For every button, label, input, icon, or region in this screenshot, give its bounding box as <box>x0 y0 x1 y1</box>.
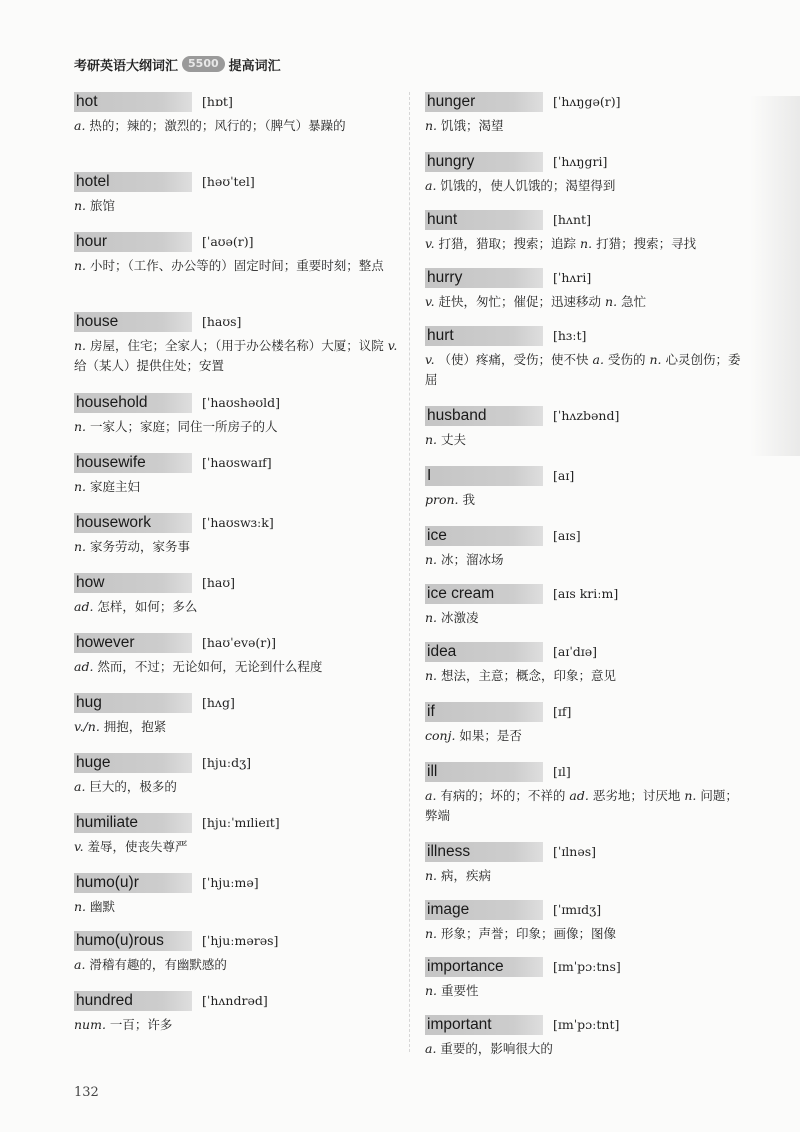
definition <box>74 897 399 917</box>
entry-headword-row <box>425 266 750 290</box>
part-of-speech: n. <box>74 899 87 914</box>
phonetic: [ˈhjuːmərəs] <box>202 933 279 948</box>
headword: hunger <box>427 93 476 110</box>
sense-text: 旅馆 <box>90 198 116 213</box>
part-of-speech: n. <box>74 539 87 554</box>
headword-highlight <box>425 762 543 782</box>
headword: if <box>427 703 435 720</box>
phonetic: [haʊ] <box>202 575 236 590</box>
definition <box>425 726 750 746</box>
phonetic: [ˈhʌŋgri] <box>553 154 608 169</box>
entry-headword-row <box>425 955 750 979</box>
part-of-speech: n. <box>425 983 438 998</box>
entry-hunt <box>425 208 750 254</box>
entry-headword-row <box>425 640 750 664</box>
part-of-speech: n. <box>580 236 593 251</box>
entry-ill <box>425 760 750 826</box>
definition <box>425 866 750 886</box>
headword: hug <box>76 694 102 711</box>
sense-text: 问题；弊端 <box>425 788 738 823</box>
sense-text: 饥饿；渴望 <box>441 118 504 133</box>
phonetic: [ˈɪmɪdʒ] <box>553 902 602 917</box>
sense-text: 小时；（工作、办公等的）固定时间；重要时刻；整点 <box>90 258 384 273</box>
headword: ill <box>427 763 438 780</box>
definition <box>425 786 750 826</box>
headword: importance <box>427 958 504 975</box>
entry-if <box>425 700 750 746</box>
entry-headword-row <box>74 511 399 535</box>
entry-headword-row <box>425 150 750 174</box>
entry-humiliate <box>74 811 399 857</box>
phonetic: [ɪf] <box>553 704 572 719</box>
part-of-speech: ad. <box>569 788 589 803</box>
entry-headword-row <box>74 929 399 953</box>
definition <box>425 430 750 450</box>
entry-headword-row <box>425 760 750 784</box>
sense-text: 饥饿的，使人饥饿的；渴望得到 <box>440 178 616 193</box>
part-of-speech: a. <box>74 118 86 133</box>
sense-text: 然而，不过；无论如何，无论到什么程度 <box>97 659 323 674</box>
entry-headword-row <box>425 90 750 114</box>
entry-i <box>425 464 750 510</box>
entry-housework <box>74 511 399 557</box>
part-of-speech: n. <box>425 610 438 625</box>
sense-text: 羞辱，使丧失尊严 <box>87 839 188 854</box>
headword: idea <box>427 643 457 660</box>
headword-highlight <box>425 466 543 486</box>
phonetic: [ɪl] <box>553 764 571 779</box>
definition <box>425 350 750 390</box>
part-of-speech: a. <box>425 1041 437 1056</box>
phonetic: [haʊs] <box>202 314 242 329</box>
phonetic: [haʊˈevə(r)] <box>202 635 277 650</box>
phonetic: [ˈhʌŋgə(r)] <box>553 94 621 109</box>
definition <box>74 955 399 975</box>
part-of-speech: n. <box>74 258 87 273</box>
entry-ice <box>425 524 750 570</box>
sense-text: 急忙 <box>621 294 647 309</box>
definition <box>425 292 750 312</box>
entry-headword-row <box>74 871 399 895</box>
definition <box>425 490 750 510</box>
sense-text: 心灵创伤；委屈 <box>425 352 741 387</box>
headword: housework <box>76 514 151 531</box>
headword: humo(u)r <box>76 874 139 891</box>
entry-household <box>74 391 399 437</box>
sense-text: 重要性 <box>441 983 479 998</box>
entry-hot <box>74 90 399 136</box>
part-of-speech: n. <box>74 419 87 434</box>
part-of-speech: n. <box>425 432 438 447</box>
headword: how <box>76 574 105 591</box>
part-of-speech: n. <box>425 118 438 133</box>
headword: hurt <box>427 327 454 344</box>
part-of-speech: n. <box>605 294 618 309</box>
headword: hot <box>76 93 98 110</box>
entry-hurry <box>425 266 750 312</box>
headword: hunt <box>427 211 458 228</box>
entry-headword-row <box>74 691 399 715</box>
phonetic: [aɪ] <box>553 468 575 483</box>
phonetic: [hjuːˈmɪlieɪt] <box>202 815 280 830</box>
phonetic: [hʌg] <box>202 695 235 710</box>
definition <box>425 981 750 1001</box>
entry-headword-row <box>74 631 399 655</box>
definition <box>74 657 399 677</box>
definition <box>425 550 750 570</box>
part-of-speech: n. <box>74 198 87 213</box>
sense-text: 滑稽有趣的，有幽默感的 <box>89 957 227 972</box>
phonetic: [ˈhʌndrəd] <box>202 993 268 1008</box>
entry-hungry <box>425 150 750 196</box>
phonetic: [aɪˈdɪə] <box>553 644 598 659</box>
entry-however <box>74 631 399 677</box>
entry-huge <box>74 751 399 797</box>
part-of-speech: v. <box>425 236 435 251</box>
entry-headword-row <box>74 811 399 835</box>
phonetic: [ɪmˈpɔːtns] <box>553 959 621 974</box>
entry-idea <box>425 640 750 686</box>
headword: hotel <box>76 173 110 190</box>
definition <box>425 234 750 254</box>
part-of-speech: a. <box>74 957 86 972</box>
entry-headword-row <box>74 310 399 334</box>
part-of-speech: conj. <box>425 728 456 743</box>
phonetic: [ˈɪlnəs] <box>553 844 597 859</box>
entry-illness <box>425 840 750 886</box>
entry-image <box>425 898 750 944</box>
sense-text: 赶快，匆忙；催促；迅速移动 <box>438 294 602 309</box>
definition <box>74 717 399 737</box>
part-of-speech: a. <box>425 178 437 193</box>
sense-text: 打猎，猎取；搜索；追踪 <box>438 236 577 251</box>
entry-housewife <box>74 451 399 497</box>
part-of-speech: a. <box>592 352 604 367</box>
part-of-speech: v. <box>425 294 435 309</box>
entry-headword-row <box>74 451 399 475</box>
phonetic: [ˈhaʊswɜːk] <box>202 515 274 530</box>
definition <box>74 777 399 797</box>
entry-hurt <box>425 324 750 390</box>
phonetic: [ˈaʊə(r)] <box>202 234 254 249</box>
sense-text: 重要的，影响很大的 <box>440 1041 553 1056</box>
sense-text: 家庭主妇 <box>90 479 141 494</box>
sense-text: 有病的；坏的；不祥的 <box>440 788 566 803</box>
part-of-speech: num. <box>74 1017 106 1032</box>
entry-how <box>74 571 399 617</box>
entry-headword-row <box>425 582 750 606</box>
sense-text: 家务劳动，家务事 <box>90 539 191 554</box>
headword: house <box>76 313 119 330</box>
sense-text: 巨大的，极多的 <box>89 779 177 794</box>
definition <box>74 837 399 857</box>
definition <box>74 597 399 617</box>
part-of-speech: v. <box>74 839 84 854</box>
header-subtitle: 提高词汇 <box>228 58 281 74</box>
sense-text: 拥抱，抱紧 <box>103 719 167 734</box>
part-of-speech: n. <box>74 479 87 494</box>
entry-importance <box>425 955 750 1001</box>
definition <box>74 336 399 376</box>
sense-text: 热的；辣的；激烈的；风行的；（脾气）暴躁的 <box>89 118 346 133</box>
entry-headword-row <box>74 989 399 1013</box>
definition <box>425 666 750 686</box>
phonetic: [ˈhʌri] <box>553 270 592 285</box>
part-of-speech: v. <box>425 352 435 367</box>
running-header <box>74 54 281 74</box>
phonetic: [ˈhaʊswaɪf] <box>202 455 272 470</box>
sense-text: 丈夫 <box>441 432 467 447</box>
part-of-speech: n. <box>425 668 438 683</box>
headword: ice cream <box>427 585 495 602</box>
sense-text: 如果；是否 <box>459 728 522 743</box>
header-title: 考研英语大纲词汇 <box>74 58 179 74</box>
entry-headword-row <box>425 464 750 488</box>
entry-hotel <box>74 170 399 216</box>
part-of-speech: v./n. <box>74 719 100 734</box>
header-badge: 5500 <box>182 56 225 72</box>
phonetic: [aɪs] <box>553 528 581 543</box>
headword: important <box>427 1016 492 1033</box>
entry-hundred <box>74 989 399 1035</box>
entry-headword-row <box>74 90 399 114</box>
phonetic: [ɪmˈpɔːtnt] <box>553 1017 620 1032</box>
entry-headword-row <box>425 404 750 428</box>
scan-edge-shadow <box>750 96 800 456</box>
sense-text: 想法，主意；概念，印象；意见 <box>441 668 617 683</box>
definition <box>74 477 399 497</box>
phonetic: [hʌnt] <box>553 212 591 227</box>
phonetic: [ˈhʌzbənd] <box>553 408 620 423</box>
sense-text: 一百；许多 <box>109 1017 173 1032</box>
part-of-speech: ad. <box>74 599 94 614</box>
entry-headword-row <box>74 230 399 254</box>
headword: housewife <box>76 454 146 471</box>
entry-headword-row <box>425 898 750 922</box>
part-of-speech: n. <box>74 338 87 353</box>
phonetic: [hɒt] <box>202 94 233 109</box>
headword: huge <box>76 754 111 771</box>
sense-text: （使）疼痛，受伤；使不快 <box>438 352 589 367</box>
sense-text: 打猎；搜索；寻找 <box>596 236 697 251</box>
headword: however <box>76 634 135 651</box>
headword: ice <box>427 527 447 544</box>
part-of-speech: a. <box>425 788 437 803</box>
definition <box>425 176 750 196</box>
part-of-speech: n. <box>649 352 662 367</box>
part-of-speech: n. <box>425 552 438 567</box>
part-of-speech: a. <box>74 779 86 794</box>
sense-text: 恶劣地；讨厌地 <box>592 788 681 803</box>
entry-headword-row <box>74 571 399 595</box>
entry-ice-cream <box>425 582 750 628</box>
entry-hour <box>74 230 399 276</box>
column-divider <box>409 92 411 1052</box>
definition <box>74 417 399 437</box>
headword: humo(u)rous <box>76 932 164 949</box>
sense-text: 一家人；家庭；同住一所房子的人 <box>90 419 278 434</box>
sense-text: 我 <box>462 492 476 507</box>
part-of-speech: n. <box>425 868 438 883</box>
headword: household <box>76 394 148 411</box>
entry-headword-row <box>425 840 750 864</box>
entry-husband <box>425 404 750 450</box>
part-of-speech: ad. <box>74 659 94 674</box>
definition <box>74 256 399 276</box>
entry-hunger <box>425 90 750 136</box>
headword: hurry <box>427 269 463 286</box>
sense-text: 受伤的 <box>607 352 646 367</box>
entry-house <box>74 310 399 376</box>
page-number: 132 <box>74 1085 99 1100</box>
sense-text: 冰激凌 <box>441 610 479 625</box>
entry-humo-u-rous <box>74 929 399 975</box>
phonetic: [hjuːdʒ] <box>202 755 251 770</box>
entry-important <box>425 1013 750 1059</box>
headword: hundred <box>76 992 133 1009</box>
definition <box>425 116 750 136</box>
headword: illness <box>427 843 471 860</box>
definition <box>425 1039 750 1059</box>
sense-text: 冰；溜冰场 <box>441 552 504 567</box>
entry-headword-row <box>425 1013 750 1037</box>
headword: image <box>427 901 470 918</box>
phonetic: [hɜːt] <box>553 328 587 343</box>
headword-highlight <box>425 702 543 722</box>
sense-text: 怎样，如何；多么 <box>97 599 198 614</box>
entry-humo-u-r <box>74 871 399 917</box>
sense-text: 幽默 <box>90 899 116 914</box>
entry-headword-row <box>425 524 750 548</box>
definition <box>74 116 399 136</box>
headword: humiliate <box>76 814 139 831</box>
entry-hug <box>74 691 399 737</box>
headword: husband <box>427 407 487 424</box>
sense-text: 病，疾病 <box>441 868 492 883</box>
sense-text: 房屋，住宅；全家人；（用于办公楼名称）大厦；议院 <box>90 338 384 353</box>
phonetic: [həʊˈtel] <box>202 174 255 189</box>
headword: hour <box>76 233 108 250</box>
definition <box>425 608 750 628</box>
sense-text: 给（某人）提供住处；安置 <box>74 358 225 373</box>
sense-text: 形象；声誉；印象；画像；图像 <box>441 926 617 941</box>
definition <box>425 924 750 944</box>
phonetic: [ˈhaʊshəʊld] <box>202 395 281 410</box>
entry-headword-row <box>425 208 750 232</box>
phonetic: [ˈhjuːmə] <box>202 875 259 890</box>
headword: hungry <box>427 153 475 170</box>
entry-headword-row <box>74 391 399 415</box>
definition <box>74 537 399 557</box>
entry-headword-row <box>425 324 750 348</box>
definition <box>74 196 399 216</box>
part-of-speech: n. <box>425 926 438 941</box>
part-of-speech: n. <box>684 788 697 803</box>
definition <box>74 1015 399 1035</box>
entry-headword-row <box>425 700 750 724</box>
part-of-speech: pron. <box>425 492 459 507</box>
phonetic: [aɪs kriːm] <box>553 586 619 601</box>
entry-headword-row <box>74 751 399 775</box>
entry-headword-row <box>74 170 399 194</box>
part-of-speech: v. <box>387 338 398 353</box>
headword: I <box>427 467 432 484</box>
